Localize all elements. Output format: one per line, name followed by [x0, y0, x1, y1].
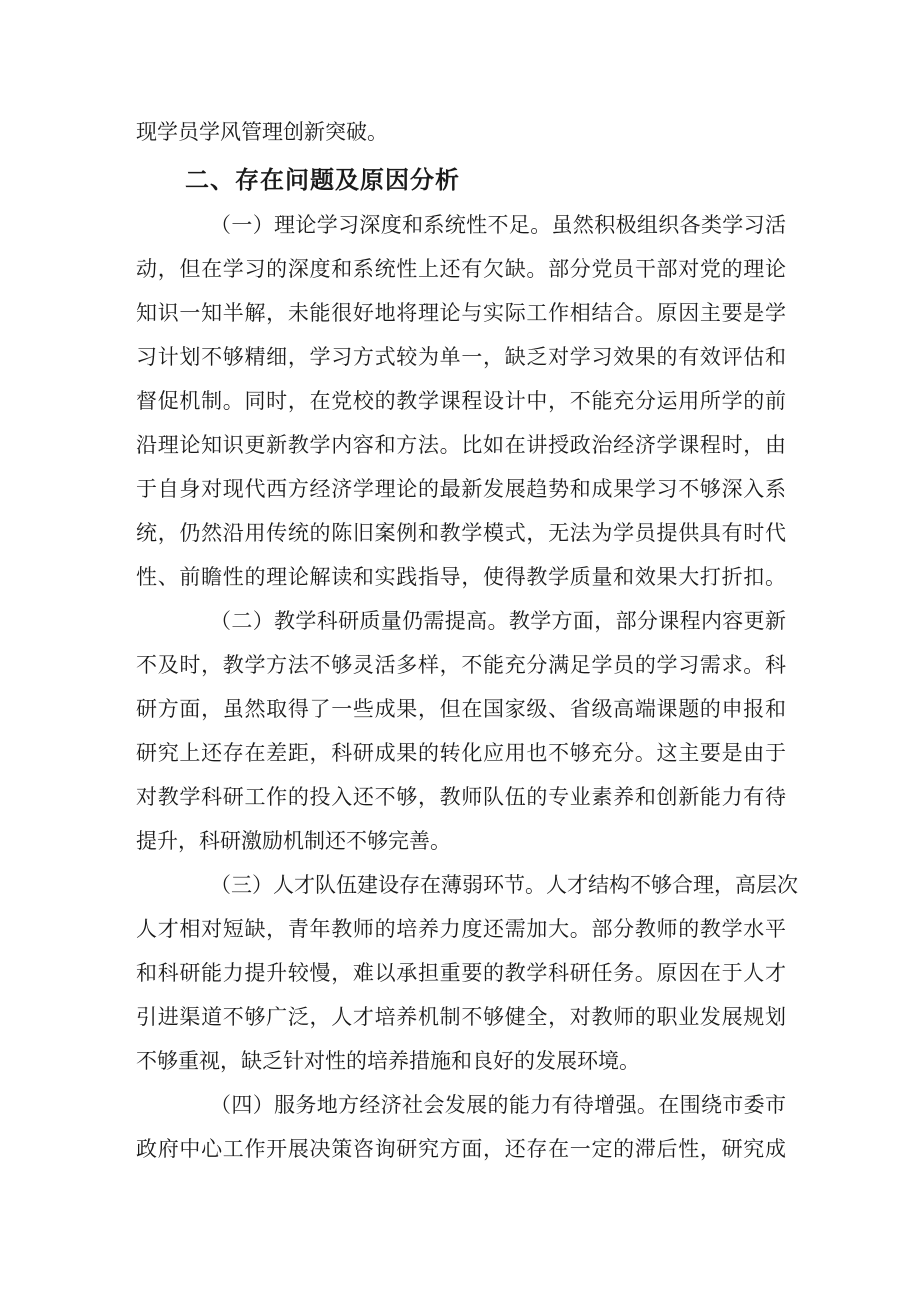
paragraph-line: 研究上还存在差距，科研成果的转化应用也不够充分。这主要是由于: [136, 741, 786, 765]
paragraph-line: 性、前瞻性的理论解读和实践指导，使得教学质量和效果大打折扣。: [136, 565, 786, 589]
paragraph-line: （四）服务地方经济社会发展的能力有待增强。在围绕市委市: [210, 1093, 786, 1117]
paragraph-line: 于自身对现代西方经济学理论的最新发展趋势和成果学习不够深入系: [136, 477, 786, 501]
section-heading: 二、存在问题及原因分析: [185, 166, 460, 194]
paragraph-line: 统，仍然沿用传统的陈旧案例和教学模式，无法为学员提供具有时代: [136, 521, 786, 545]
paragraph-line: （二）教学科研质量仍需提高。教学方面，部分课程内容更新: [210, 609, 786, 633]
paragraph-line: （一）理论学习深度和系统性不足。虽然积极组织各类学习活: [210, 213, 786, 237]
paragraph-line: 不及时，教学方法不够灵活多样，不能充分满足学员的学习需求。科: [136, 653, 786, 677]
paragraph-line: 知识一知半解，未能很好地将理论与实际工作相结合。原因主要是学: [136, 301, 786, 325]
paragraph-line: 习计划不够精细，学习方式较为单一，缺乏对学习效果的有效评估和: [136, 345, 786, 369]
paragraph-line: 引进渠道不够广泛，人才培养机制不够健全，对教师的职业发展规划: [136, 1005, 786, 1029]
paragraph-line: 提升，科研激励机制还不够完善。: [136, 829, 451, 853]
paragraph-line: 沿理论知识更新教学内容和方法。比如在讲授政治经济学课程时，由: [136, 433, 786, 457]
intro-last-line: 现学员学风管理创新突破。: [136, 120, 388, 144]
paragraph-line: 政府中心工作开展决策咨询研究方面，还存在一定的滞后性，研究成: [136, 1137, 786, 1161]
paragraph-line: 动，但在学习的深度和系统性上还有欠缺。部分党员干部对党的理论: [136, 257, 786, 281]
paragraph-line: 和科研能力提升较慢，难以承担重要的教学科研任务。原因在于人才: [136, 961, 786, 985]
paragraph-line: 人才相对短缺，青年教师的培养力度还需加大。部分教师的教学水平: [136, 917, 786, 941]
paragraph-line: 督促机制。同时，在党校的教学课程设计中，不能充分运用所学的前: [136, 389, 786, 413]
paragraph-line: 不够重视，缺乏针对性的培养措施和良好的发展环境。: [136, 1049, 640, 1073]
paragraph-line: （三）人才队伍建设存在薄弱环节。人才结构不够合理，高层次: [210, 873, 798, 897]
paragraph-line: 对教学科研工作的投入还不够，教师队伍的专业素养和创新能力有待: [136, 785, 786, 809]
paragraph-line: 研方面，虽然取得了一些成果，但在国家级、省级高端课题的申报和: [136, 697, 786, 721]
